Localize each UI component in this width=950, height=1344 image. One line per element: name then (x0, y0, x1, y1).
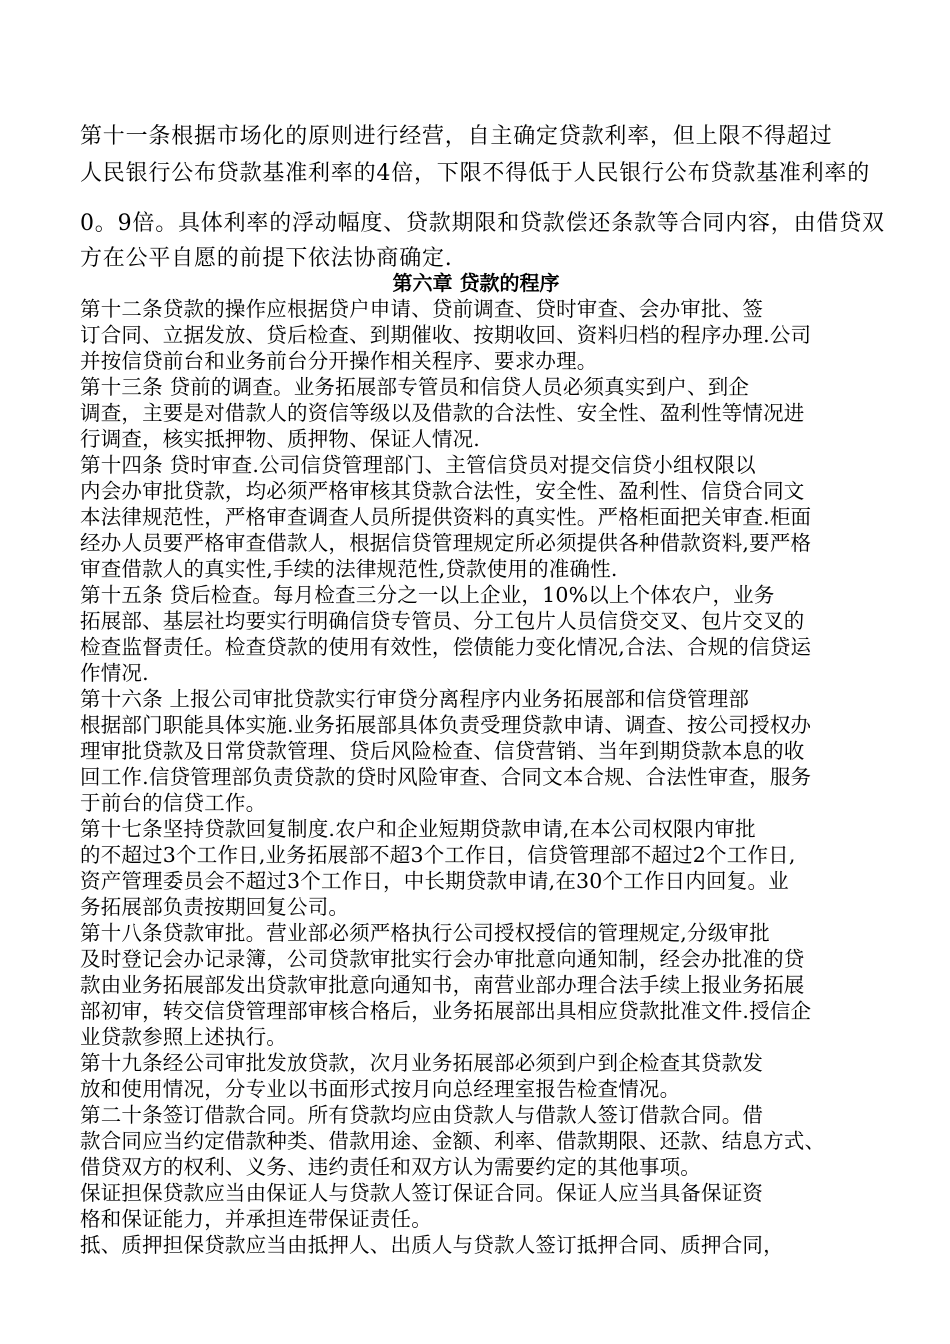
text-line: 调查，主要是对借款人的资信等级以及借款的合法性、安全性、盈利性等情况进 (80, 401, 805, 425)
text-line: 务拓展部负责按期回复公司。 (80, 895, 350, 919)
text-line: 并按信贷前台和业务前台分开操作相关程序、要求办理。 (80, 349, 598, 373)
text-line: 放和使用情况，分专业以书面形式按月向总经理室报告检查情况。 (80, 1077, 681, 1101)
text-line: 第十三条 贷前的调查。业务拓展部专管员和信贷人员必须真实到户、到企 (80, 375, 750, 399)
text-line: 作情况. (80, 661, 149, 685)
chapter-title: 第六章 贷款的程序 (392, 271, 560, 295)
text-line: 款由业务拓展部发出贷款审批意向通知书，南营业部办理合法手续上报业务拓展 (80, 973, 805, 997)
text-line: 方在公平自愿的前提下依法协商确定. (80, 246, 453, 271)
text-line: 抵、质押担保贷款应当由抵押人、出质人与贷款人签订抵押合同、质押合同， (80, 1233, 784, 1257)
text-line: 第十八条贷款审批。营业部必须严格执行公司授权授信的管理规定,分级审批 (80, 921, 770, 945)
text-line: 业贷款参照上述执行。 (80, 1025, 287, 1049)
text-line: 经办人员要严格审查借款人，根据信贷管理规定所必须提供各种借款资料,要严格 (80, 531, 812, 555)
text-line: 订合同、立据发放、贷后检查、到期催收、按期收回、资料归档的程序办理.公司 (80, 323, 812, 347)
text-line: 第二十条签订借款合同。所有贷款均应由贷款人与借款人签订借款合同。借 (80, 1103, 764, 1127)
text-line: 第十九条经公司审批发放贷款，次月业务拓展部必须到户到企检查其贷款发 (80, 1051, 764, 1075)
text-line: 于前台的信贷工作。 (80, 791, 267, 815)
text-line: 0。9倍。具体利率的浮动幅度、贷款期限和贷款偿还条款等合同内容，由借贷双 (80, 211, 885, 236)
text-line: 人民银行公布贷款基准利率的4倍，下限不得低于人民银行公布贷款基准利率的 (80, 161, 870, 186)
text-line: 格和保证能力，并承担连带保证责任。 (80, 1207, 432, 1231)
text-line: 第十一条根据市场化的原则进行经营，自主确定贷款利率，但上限不得超过 (80, 124, 833, 149)
text-line: 及时登记会办记录簿，公司贷款审批实行会办审批意向通知制，经会办批准的贷 (80, 947, 805, 971)
text-line: 根据部门职能具体实施.业务拓展部具体负责受理贷款申请、调查、按公司授权办 (80, 713, 812, 737)
text-line: 回工作.信贷管理部负责贷款的贷时风险审查、合同文本合规、合法性审查，服务 (80, 765, 812, 789)
text-line: 行调查，核实抵押物、质押物、保证人情况. (80, 427, 481, 451)
text-line: 部初审，转交信贷管理部审核合格后，业务拓展部出具相应贷款批准文件.授信企 (80, 999, 812, 1023)
text-line: 第十七条坚持贷款回复制度.农户和企业短期贷款申请,在本公司权限内审批 (80, 817, 756, 841)
text-line: 第十五条 贷后检查。每月检查三分之一以上企业，10%以上个体农户，业务 (80, 583, 775, 607)
text-line: 拓展部、基层社均要实行明确信贷专管员、分工包片人员信贷交叉、包片交叉的 (80, 609, 805, 633)
text-line: 保证担保贷款应当由保证人与贷款人签订保证合同。保证人应当具备保证资 (80, 1181, 764, 1205)
text-line: 款合同应当约定借款种类、借款用途、金额、利率、借款期限、还款、结息方式、 (80, 1129, 826, 1153)
text-line: 第十四条 贷时审查.公司信贷管理部门、主管信贷员对提交信贷小组权限以 (80, 453, 756, 477)
text-line: 理审批贷款及日常贷款管理、贷后风险检查、信贷营销、当年到期贷款本息的收 (80, 739, 805, 763)
text-line: 检查监督责任。检查贷款的使用有效性，偿债能力变化情况,合法、合规的信贷运 (80, 635, 812, 659)
text-line: 审查借款人的真实性,手续的法律规范性,贷款使用的准确性. (80, 557, 618, 581)
text-line: 借贷双方的权利、义务、违约责任和双方认为需要约定的其他事项。 (80, 1155, 701, 1179)
text-line: 第十六条 上报公司审批贷款实行审贷分离程序内业务拓展部和信贷管理部 (80, 687, 750, 711)
text-line: 的不超过3个工作日,业务拓展部不超3个工作日，信贷管理部不超过2个工作日, (80, 843, 796, 867)
text-line: 资产管理委员会不超过3个工作日，中长期贷款申请,在30个工作日内回复。业 (80, 869, 789, 893)
text-line: 第十二条贷款的操作应根据贷户申请、贷前调查、贷时审查、会办审批、签 (80, 297, 764, 321)
text-line: 本法律规范性，严格审查调查人员所提供资料的真实性。严格柜面把关审查.柜面 (80, 505, 812, 529)
text-line: 内会办审批贷款，均必须严格审核其贷款合法性，安全性、盈利性、信贷合同文 (80, 479, 805, 503)
